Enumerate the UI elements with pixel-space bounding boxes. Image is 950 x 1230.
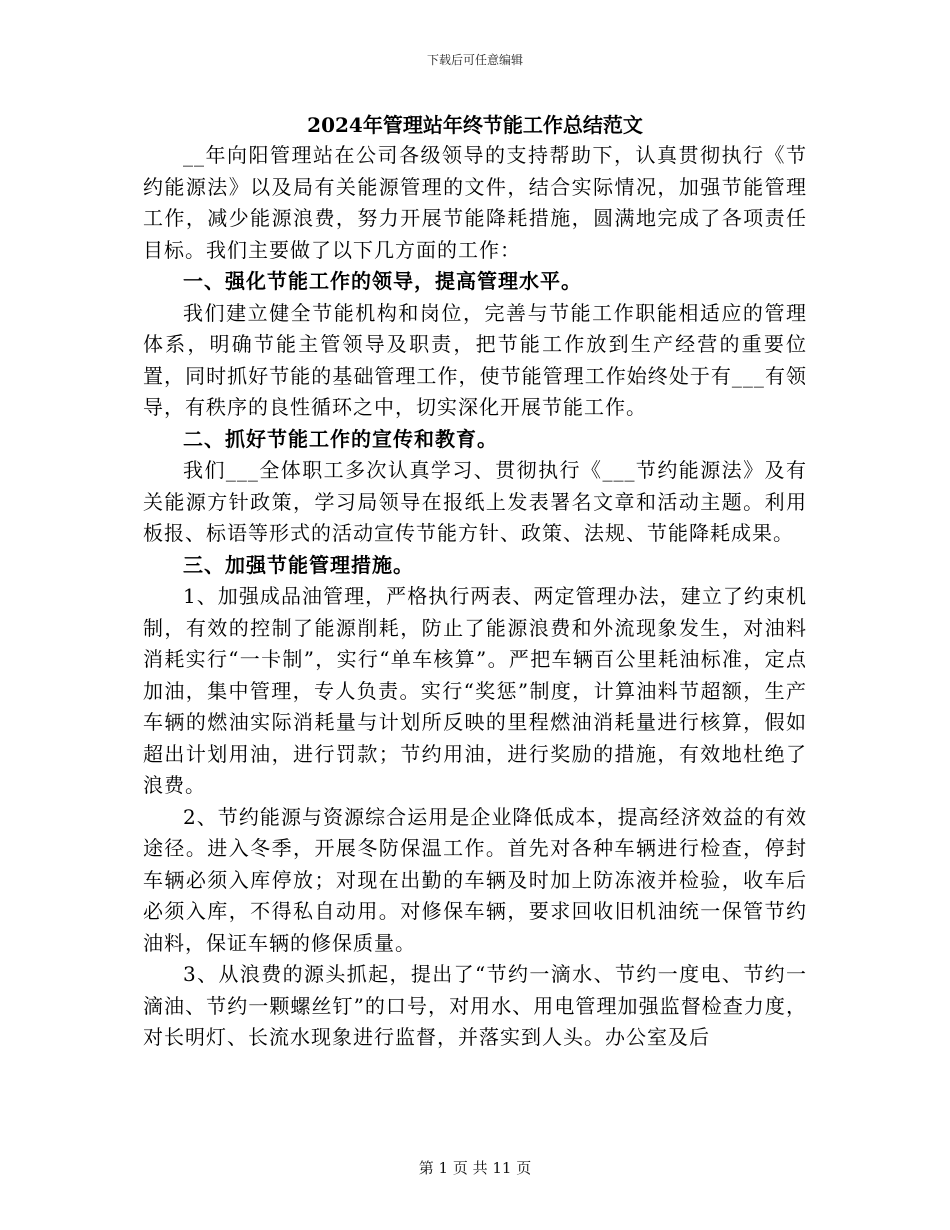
section-heading-2: 二、抓好节能工作的宣传和教育。 — [183, 426, 498, 451]
paragraph-section-1: 我们建立健全节能机构和岗位，完善与节能工作职能相适应的管理体系，明确节能主管领导及职责，把节能工作放到生产经营的重要位置，同时抓好节能的基础管理工作，使节能管理工作始终处于有___有领导，有秩序的良性循环之中，切实深化开展节能工作。 — [143, 300, 807, 419]
document-body — [143, 110, 807, 1054]
section-heading-3: 三、加强节能管理措施。 — [183, 552, 414, 577]
page-number: 第 1 页 共 11 页 — [418, 1159, 532, 1177]
paragraph-intro: __年向阳管理站在公司各级领导的支持帮助下，认真贯彻执行《节约能源法》以及局有关能源管理的文件，结合实际情况，加强节能管理工作，减少能源浪费，努力开展节能降耗措施，圆满地完成了各项责任目标。我们主要做了以下几方面的工作： — [143, 143, 807, 262]
paragraph-item-3: 3、从浪费的源头抓起，提出了“节约一滴水、节约一度电、节约一滴油、节约一颗螺丝钉”的口号，对用水、用电管理加强监督检查力度，对长明灯、长流水现象进行监督，并落实到人头。办公室及后 — [143, 962, 807, 1049]
paragraph-section-2: 我们___全体职工多次认真学习、贯彻执行《___节约能源法》及有关能源方针政策，学习局领导在报纸上发表署名文章和活动主题。利用板报、标语等形式的活动宣传节能方针、政策、法规、节能降耗成果。 — [143, 458, 807, 545]
page-header-note: 下载后可任意编辑 — [426, 53, 523, 67]
document-title: 2024年管理站年终节能工作总结范文 — [307, 113, 643, 137]
paragraph-item-1: 1、加强成品油管理，严格执行两表、两定管理办法，建立了约束机制，有效的控制了能源削耗，防止了能源浪费和外流现象发生，对油料消耗实行“一卡制”，实行“单车核算”。严把车辆百公里耗油标准，定点加油，集中管理，专人负责。实行“奖惩”制度，计算油料节超额，生产车辆的燃油实际消耗量与计划所反映的里程燃油消耗量进行核算，假如超出计划用油，进行罚款；节约用油，进行奖励的措施，有效地杜绝了浪费。 — [143, 584, 807, 797]
section-heading-1: 一、强化节能工作的领导，提高管理水平。 — [183, 269, 582, 293]
paragraph-item-2: 2、节约能源与资源综合运用是企业降低成本，提高经济效益的有效途径。进入冬季，开展冬防保温工作。首先对各种车辆进行检查，停封车辆必须入库停放；对现在出勤的车辆及时加上防冻液并检验，收车后必须入库，不得私自动用。对修保车辆，要求回收旧机油统一保管节约油料，保证车辆的修保质量。 — [143, 804, 807, 955]
